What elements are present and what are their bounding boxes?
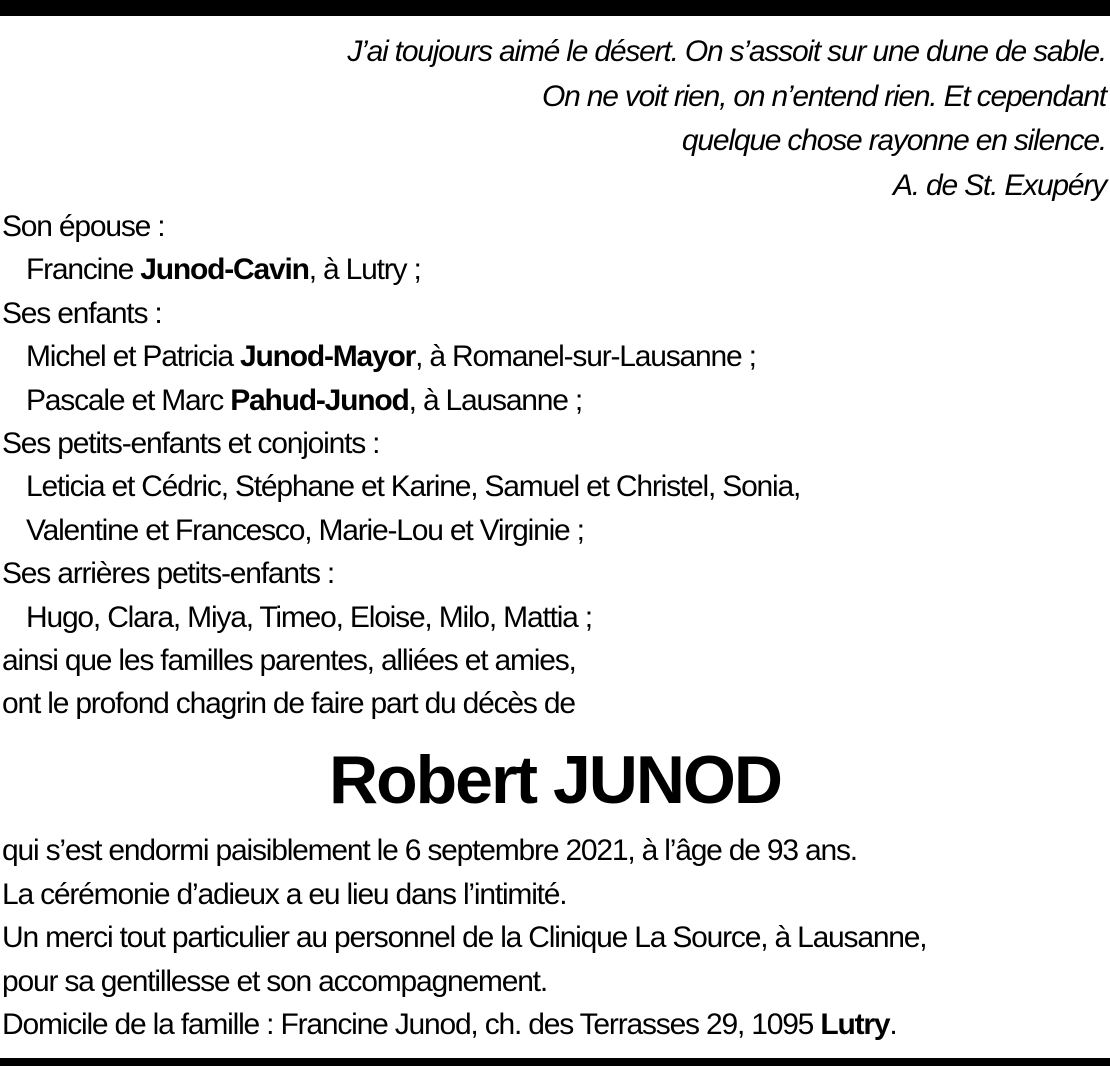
relatives-line: ainsi que les familles parentes, alliées et amies, <box>2 643 576 677</box>
quote-line: quelque chose rayonne en silence. <box>681 124 1106 157</box>
family-surname: Junod-Cavin <box>140 253 309 287</box>
great-grandchildren-line: Hugo, Clara, Miya, Timeo, Eloise, Milo, Mattia ; <box>26 600 592 634</box>
quote-author: A. de St. Exupéry <box>892 168 1106 202</box>
epigraph-quote <box>347 30 1106 208</box>
closing-line: qui s’est endormi paisiblement le 6 septembre 2021, à l’âge de 93 ans. <box>2 834 857 867</box>
closing-line: La cérémonie d’adieux a eu lieu dans l’intimité. <box>2 877 567 911</box>
family-surname: Pahud-Junod <box>230 383 409 417</box>
closing-line: pour sa gentillesse et son accompagnement. <box>2 964 547 998</box>
spouse-heading: Son épouse : <box>2 210 165 243</box>
great-grandchildren-heading: Ses arrières petits-enfants : <box>2 557 335 591</box>
children-heading: Ses enfants : <box>2 296 162 330</box>
quote-line: J’ai toujours aimé le désert. On s’assoit sur une dune de sable. <box>347 35 1106 68</box>
spouse-entry: Francine Junod-Cavin, à Lutry ; <box>26 253 421 287</box>
child-entry: Pascale et Marc Pahud-Junod, à Lausanne ; <box>26 383 583 417</box>
closing-line: Un merci tout particulier au personnel de la Clinique La Source, à Lausanne, <box>2 921 927 955</box>
family-surname: Junod-Mayor <box>239 340 416 374</box>
domicile-line: Domicile de la famille : Francine Junod, ch. des Terrasses 29, 1095 Lutry. <box>2 1008 897 1042</box>
grandchildren-line: Valentine et Francesco, Marie-Lou et Virginie ; <box>26 513 584 547</box>
grandchildren-line: Leticia et Cédric, Stéphane et Karine, Samuel et Christel, Sonia, <box>26 470 801 504</box>
announcement-line: ont le profond chagrin de faire part du décès de <box>2 687 575 721</box>
deceased-name: Robert JUNOD <box>328 742 782 818</box>
quote-line: On ne voit rien, on n’entend rien. Et cependant <box>541 79 1106 113</box>
closing-text <box>2 829 926 1047</box>
bottom-border-rule <box>0 1058 1110 1066</box>
child-entry: Michel et Patricia Junod-Mayor, à Romanel-sur-Lausanne ; <box>26 340 756 374</box>
top-border-rule <box>0 0 1110 16</box>
family-list <box>2 205 800 726</box>
domicile-town: Lutry <box>820 1008 890 1042</box>
grandchildren-heading: Ses petits-enfants et conjoints : <box>2 426 380 460</box>
